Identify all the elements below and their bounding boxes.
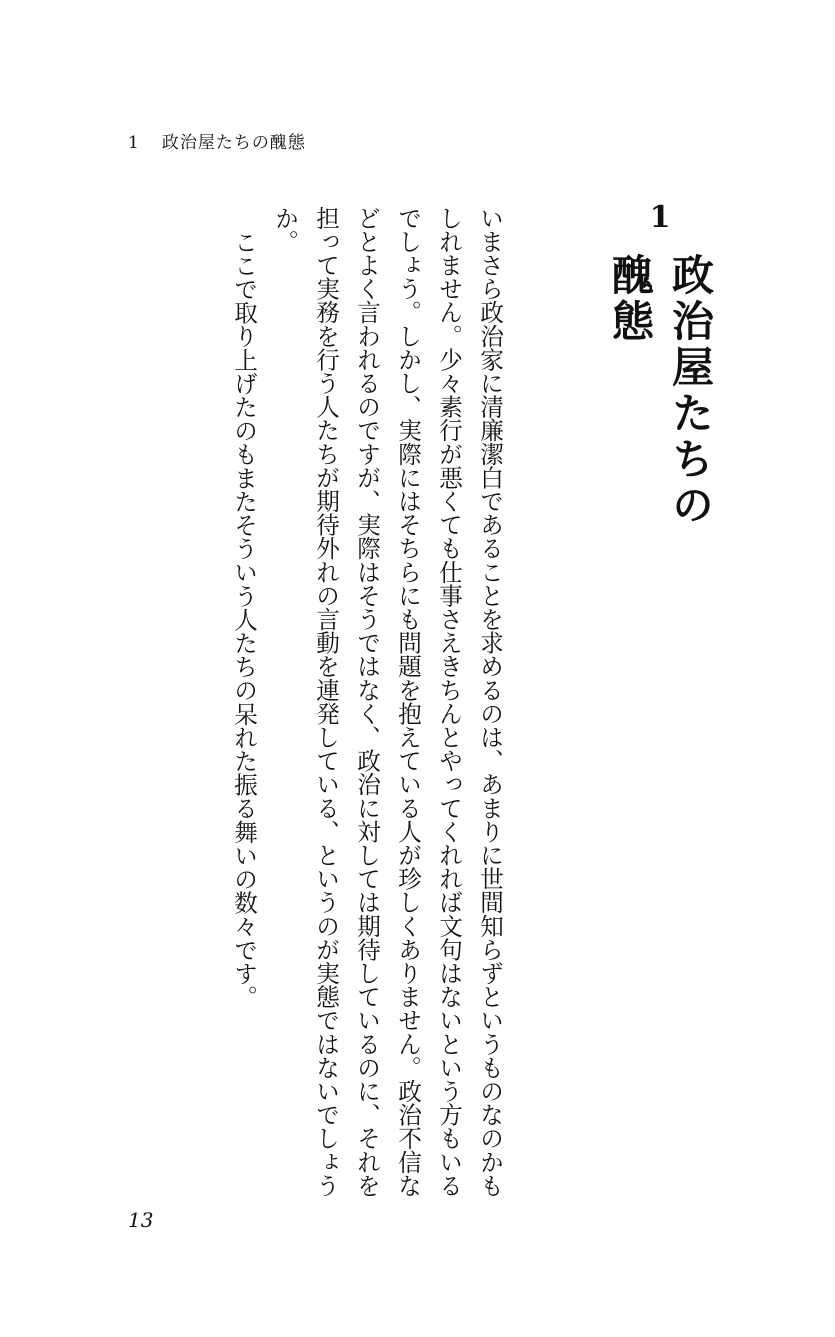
body-text xyxy=(230,206,510,1206)
chapter-title: 政治屋たちの醜態 xyxy=(606,253,715,529)
running-head-number: 1 xyxy=(128,133,140,153)
running-head-title: 政治屋たちの醜態 xyxy=(161,133,306,153)
running-head xyxy=(128,128,306,153)
page-number: 13 xyxy=(128,1208,154,1232)
paragraph-2: ここで取り上げたのもまたそういう人たちの呆れた振る舞いの数々です。 xyxy=(230,229,258,1009)
chapter-heading xyxy=(606,200,715,570)
paragraph-1: いまさら政治家に清廉潔白であることを求めるのは、あまりに世間知らずというものなのかもしれません。少々素行が悪くても仕事さえきちんとやってくれれば文句はないという方もいるでしょう。しかし、実際にはそちらにも問題を抱えている人が珍しくありません。政治不信などとよく言われるのですが、実際はそうではなく、政治に対しては期待しているのに、それを担って実務を行う人たちが期待外れの言動を連発している、というのが実態ではないでしょうか。 xyxy=(271,206,504,1198)
chapter-number: 1 xyxy=(642,200,678,235)
